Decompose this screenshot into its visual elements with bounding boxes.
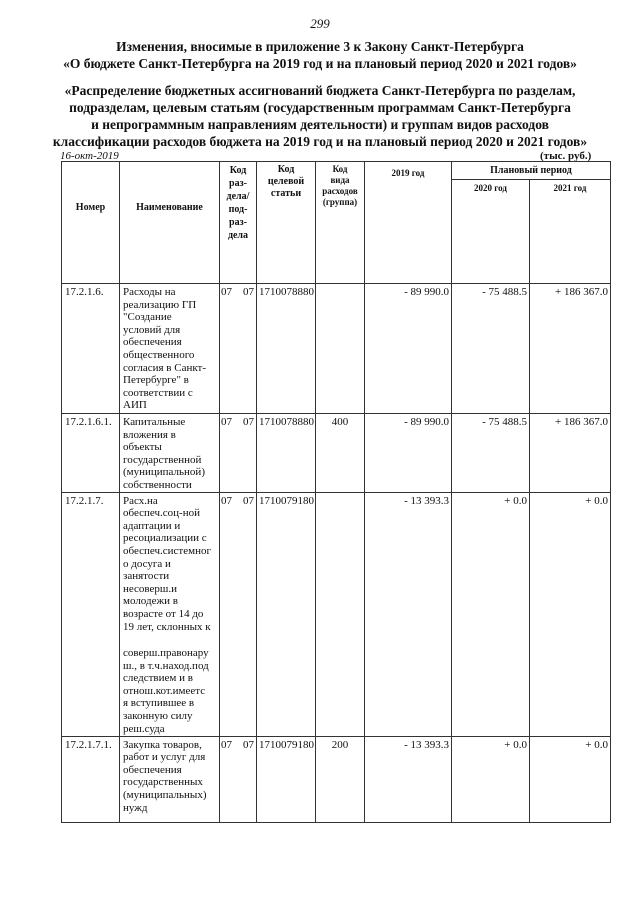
page-number: 299 (310, 16, 330, 31)
row-name-line: о досуга и (123, 557, 171, 570)
row-name (120, 284, 220, 414)
header-razdel (220, 162, 257, 284)
header-csr (257, 162, 316, 284)
row-name-line: условий для (123, 323, 181, 336)
title-line: «О бюджете Санкт-Петербурга на 2019 год и на плановый период 2020 и 2021 годов» (63, 56, 577, 71)
row-name-line: "Создание (123, 311, 172, 324)
header-vr-line: (группа) (322, 197, 358, 207)
row-name-line: 19 лет, склонных к (123, 620, 211, 633)
row-name-line: возрасте от 14 до (123, 607, 204, 620)
header-num: Номер (62, 162, 120, 284)
row-2020: + 0.0 (452, 492, 530, 736)
row-prz: 07 (243, 738, 254, 751)
document-subtitle (40, 82, 600, 150)
row-name-line: (муниципальных) (123, 788, 207, 801)
header-razdel-line: раз- (229, 178, 247, 189)
row-name-line: нужд (123, 801, 148, 814)
row-name-line: Закупка товаров, (123, 738, 202, 751)
row-num: 17.2.1.7. (62, 492, 120, 736)
row-num: 17.2.1.7.1. (62, 736, 120, 822)
table-header-row (62, 162, 611, 180)
row-name-gap (123, 633, 216, 647)
row-name-line: обеспечения (123, 763, 182, 776)
row-name-line: работ и услуг для (123, 751, 206, 764)
document-date: 16-окт-2019 (60, 150, 119, 162)
row-prz: 07 (243, 416, 254, 428)
row-2021: + 186 367.0 (530, 284, 611, 414)
row-name-line: следствием и в (123, 672, 193, 685)
row-name-line: Расх.на (123, 494, 158, 507)
row-csr: 1710079180 (257, 736, 316, 822)
row-name-line: соверш.правонару (123, 647, 209, 660)
row-name-line: государственных (123, 776, 203, 789)
header-vr-line: вида (330, 175, 350, 185)
table-row (62, 284, 611, 414)
row-name-line: (муниципальной) (123, 466, 205, 479)
row-2019: - 13 393.3 (365, 492, 452, 736)
row-name (120, 414, 220, 493)
row-name-line: Петербурге" в (123, 374, 189, 387)
row-razdel (220, 492, 257, 736)
row-name-line: реализацию ГП (123, 298, 197, 311)
row-razdel (220, 414, 257, 493)
row-name-line: объекты (123, 441, 162, 454)
title-line: Изменения, вносимые в приложение 3 к Закону Санкт-Петербурга (116, 39, 524, 54)
header-name: Наименование (120, 162, 220, 284)
row-name-line: собственности (123, 478, 192, 491)
row-2021: + 0.0 (530, 492, 611, 736)
row-vr: 200 (316, 736, 365, 822)
row-name-line: обеспечения (123, 336, 182, 349)
row-name-line: согласия в Санкт- (123, 361, 207, 374)
subtitle-line: подразделам, целевым статьям (государственным программам Санкт-Петербурга (69, 100, 571, 115)
row-vr: 400 (316, 414, 365, 493)
row-vr (316, 284, 365, 414)
row-name-line: вложения в (123, 428, 176, 441)
header-vr-line: Код (332, 164, 348, 174)
row-prz: 07 (243, 494, 254, 507)
row-rz: 07 (221, 738, 232, 751)
row-name-line: занятости (123, 570, 170, 583)
header-razdel-line: Код (229, 165, 247, 176)
table-row (62, 736, 611, 822)
header-razdel-line: раз- (229, 217, 247, 228)
row-name-line: государственной (123, 453, 202, 466)
row-csr: 1710079180 (257, 492, 316, 736)
row-name-line: несоверш.и (123, 582, 178, 595)
row-2020: + 0.0 (452, 736, 530, 822)
row-name (120, 492, 220, 736)
row-name-line: ш., в т.ч.наход.под (123, 659, 209, 672)
row-rz: 07 (221, 494, 232, 507)
subtitle-line: «Распределение бюджетных ассигнований бюджета Санкт-Петербурга по разделам, (64, 83, 576, 98)
units-label: (тыс. руб.) (540, 150, 592, 162)
row-name-line: Расходы на (123, 286, 176, 298)
row-name-line: молодежи в (123, 595, 178, 608)
header-csr-line: целевой (267, 176, 305, 187)
row-name (120, 736, 220, 822)
row-num: 17.2.1.6.1. (62, 414, 120, 493)
row-name-line: законную силу (123, 710, 193, 723)
header-vr (316, 162, 365, 284)
row-2021: + 0.0 (530, 736, 611, 822)
header-2020: 2020 год (452, 180, 530, 284)
row-razdel (220, 284, 257, 414)
subtitle-line: классификации расходов бюджета на 2019 год и на плановый период 2020 и 2021 годов» (52, 134, 588, 149)
row-prz: 07 (243, 286, 254, 298)
row-name-line: АИП (123, 399, 147, 412)
header-razdel-line: дела/ (226, 191, 250, 202)
row-vr (316, 492, 365, 736)
row-2019: - 89 990.0 (365, 414, 452, 493)
document-title (40, 38, 600, 72)
row-rz: 07 (221, 286, 232, 298)
row-razdel (220, 736, 257, 822)
row-name-line: обеспеч.системног (123, 544, 211, 557)
row-2021: + 186 367.0 (530, 414, 611, 493)
row-2019: - 13 393.3 (365, 736, 452, 822)
header-2019: 2019 год (365, 162, 452, 284)
row-2020: - 75 488.5 (452, 284, 530, 414)
header-2021: 2021 год (530, 180, 611, 284)
row-name-line: соответствии с (123, 386, 193, 399)
row-num: 17.2.1.6. (62, 284, 120, 414)
header-csr-line: Код (277, 164, 295, 175)
row-name-line: ресоциализации с (123, 532, 207, 545)
row-name-line: адаптации и (123, 519, 181, 532)
row-csr: 1710078880 (257, 284, 316, 414)
budget-table (61, 161, 611, 823)
row-rz: 07 (221, 416, 232, 428)
row-2020: - 75 488.5 (452, 414, 530, 493)
table-row (62, 492, 611, 736)
row-csr: 1710078880 (257, 414, 316, 493)
row-name-line: реш.суда (123, 722, 165, 735)
row-name-line: отнош.кот.имеетс (123, 684, 206, 697)
header-csr-line: статьи (270, 188, 302, 199)
subtitle-line: и непрограммным направлениям деятельности) и группам видов расходов (91, 117, 549, 132)
header-vr-line: расходов (322, 186, 358, 196)
header-razdel-line: дела (227, 230, 249, 241)
row-name-line: общественного (123, 348, 195, 361)
row-name-line: Капитальные (123, 416, 186, 428)
header-razdel-line: под- (228, 204, 248, 215)
header-plan-period: Плановый период (452, 162, 611, 180)
row-name-line: я вступившее в (123, 697, 195, 710)
row-name-line: обеспеч.соц-ной (123, 507, 200, 520)
row-2019: - 89 990.0 (365, 284, 452, 414)
table-row (62, 414, 611, 493)
